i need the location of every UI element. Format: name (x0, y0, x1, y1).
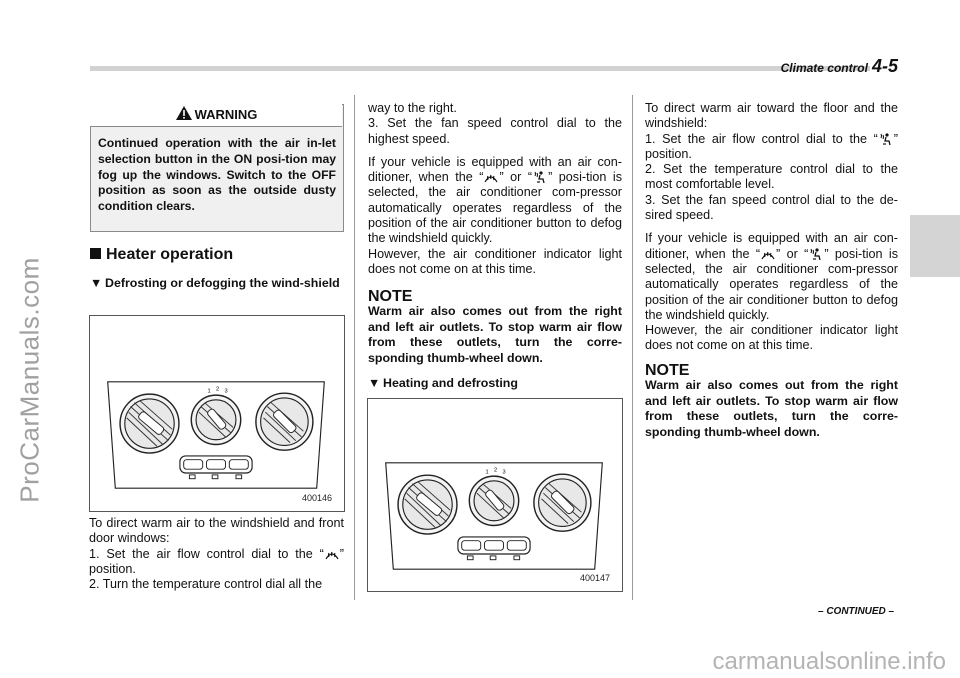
floor-defroster-icon (878, 132, 894, 146)
col1-step2: 2. Turn the temperature control dial all the (89, 577, 323, 592)
side-watermark: ProCarManuals.com (14, 257, 45, 503)
bottom-watermark: carmanualsonline.info (712, 648, 946, 675)
page-header (781, 56, 898, 77)
ac-text-c: ” posi-tion is selected, the air conditioner com-pressor automatically operates regardless of the position of the air conditioner button to defog the windshield quickly. (368, 170, 623, 246)
warning-triangle-icon (175, 105, 193, 121)
col3-ac-indicator: However, the air conditioner indicator light does not come on at this time. (645, 323, 898, 353)
subheading-defrost (90, 276, 344, 292)
ac-text-a: If your vehicle is equipped with an air con-ditioner, when the “ (645, 231, 898, 261)
defroster-icon (324, 547, 340, 561)
warning-title: WARNING (194, 107, 258, 122)
subheading-heating (368, 376, 622, 392)
ac-text-c: ” posi-tion is selected, the air conditioner com-pressor automatically operates regardless of the position of the air conditioner button to defog the windshield quickly. (645, 246, 898, 322)
subheading-heating-text: Heating and defrosting (383, 376, 518, 390)
figure-heater-panel-2 (367, 398, 623, 592)
col1-body (89, 516, 344, 592)
col3-step1 (645, 132, 898, 163)
note-title: NOTE (645, 362, 690, 379)
col2-para2: 3. Set the fan speed control dial to the highest speed. (368, 116, 622, 146)
continued-label: – CONTINUED – (818, 606, 895, 617)
warning-text: Continued operation with the air in-let selection button in the ON posi-tion may fog up the windows. Switch to the OFF position as soon as the outside dusty condition clears. (98, 136, 336, 214)
step1-text-b: ” position. (645, 131, 898, 161)
column-divider (354, 95, 355, 600)
floor-defroster-icon (532, 170, 548, 184)
col1-step1 (89, 547, 344, 578)
step1-text-b: ” position. (89, 546, 344, 576)
floor-defroster-icon (808, 247, 824, 261)
note-body: Warm air also comes out from the right and left air outlets. To stop warm air flow from these outlets, turn the corre-sponding thumb-wheel down. (368, 304, 622, 365)
note-body: Warm air also comes out from the right and left air outlets. To stop warm air flow from these outlets, turn the corre-sponding thumb-wheel down. (645, 378, 898, 439)
figure-heater-panel-1 (89, 315, 345, 512)
col2-ac-indicator: However, the air conditioner indicator light does not come on at this time. (368, 246, 622, 276)
col3-step3: 3. Set the fan speed control dial to the de-sired speed. (645, 192, 898, 223)
triangle-bullet-icon: ▼ (368, 376, 381, 390)
figure-code: 400147 (579, 573, 610, 583)
note-title: NOTE (368, 288, 413, 305)
col2-ac-para (368, 155, 622, 247)
subheading-defrost-text: Defrosting or defogging the wind-shield (105, 276, 340, 290)
ac-text-b: ” or “ (776, 246, 809, 261)
col2-para1: way to the right. (368, 101, 457, 115)
warning-header (90, 104, 342, 127)
header-rule (90, 66, 870, 71)
square-bullet-icon (90, 248, 101, 259)
defroster-icon (760, 247, 776, 261)
defroster-icon (483, 170, 499, 184)
page-number: 4-5 (871, 56, 898, 76)
step1-text-a: 1. Set the air flow control dial to the “ (645, 131, 878, 146)
chapter-tab (910, 215, 960, 277)
triangle-bullet-icon: ▼ (90, 276, 103, 290)
col3-intro: To direct warm air toward the floor and the windshield: (645, 101, 898, 131)
heater-operation-heading: Heater operation (106, 246, 234, 263)
col3-ac-para (645, 231, 898, 323)
col1-intro: To direct warm air to the windshield and front door windows: (89, 516, 344, 546)
climate-panel-illustration (380, 459, 608, 573)
figure-code: 400146 (301, 493, 332, 503)
ac-text-a: If your vehicle is equipped with an air con-ditioner, when the “ (368, 154, 622, 185)
col3-body (645, 101, 898, 362)
col2-body (368, 101, 622, 285)
ac-text-b: ” or “ (499, 170, 533, 185)
section-heading (90, 246, 233, 264)
col3-step2: 2. Set the temperature control dial to the most comfortable level. (645, 162, 898, 192)
step1-text-a: 1. Set the air flow control dial to the “ (89, 546, 324, 561)
section-title: Climate control (780, 61, 868, 75)
column-divider (632, 95, 633, 600)
climate-panel-illustration (102, 378, 330, 492)
